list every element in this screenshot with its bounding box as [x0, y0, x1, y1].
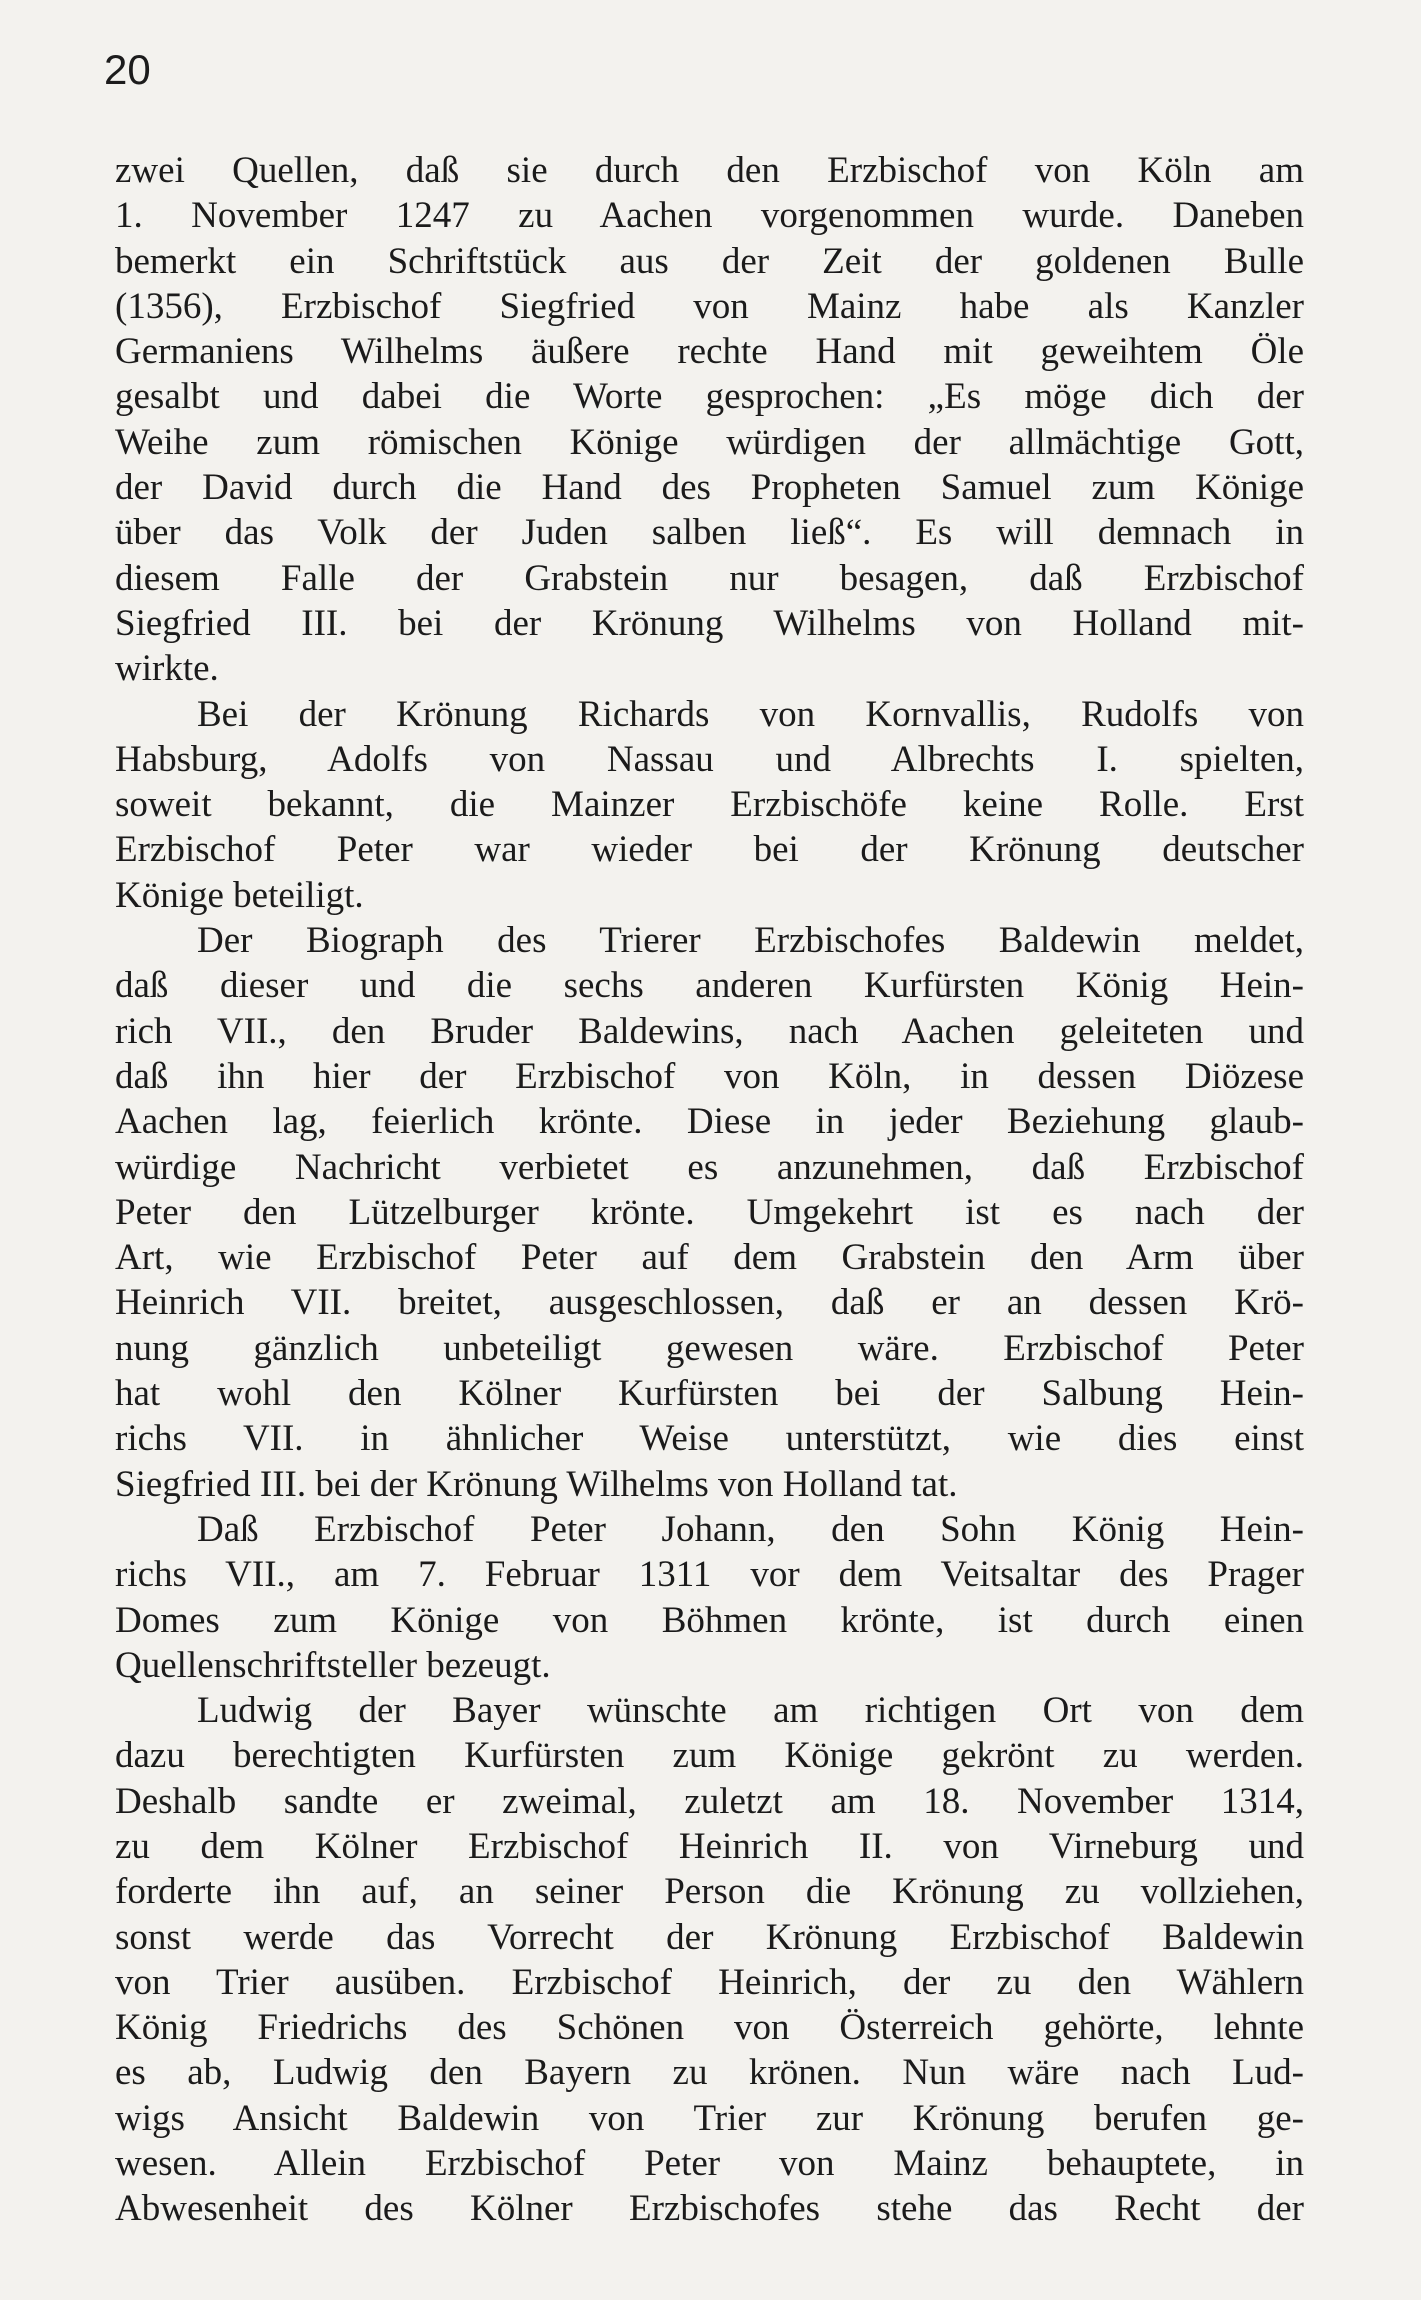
text-line: von Trier ausüben. Erzbischof Heinrich, der zu den Wählern [115, 1961, 1304, 2003]
text-line: gesalbt und dabei die Worte gesprochen: „Es möge dich der [115, 376, 1304, 418]
text-line: Habsburg, Adolfs von Nassau und Albrechts I. spielten, [115, 738, 1304, 780]
text-line: Siegfried III. bei der Krönung Wilhelms von Holland mit- [115, 602, 1304, 644]
text-line: wirkte. [115, 648, 219, 690]
text-line: Peter den Lützelburger krönte. Umgekehrt ist es nach der [115, 1191, 1304, 1233]
text-line: daß ihn hier der Erzbischof von Köln, in dessen Diözese [115, 1055, 1304, 1097]
text-line: hat wohl den Kölner Kurfürsten bei der Salbung Hein- [115, 1373, 1304, 1415]
text-line: zwei Quellen, daß sie durch den Erzbischof von Köln am [115, 150, 1304, 191]
text-line: zu dem Kölner Erzbischof Heinrich II. von Virneburg und [115, 1825, 1304, 1867]
text-line: Quellenschriftsteller bezeugt. [115, 1644, 551, 1686]
text-line: rich VII., den Bruder Baldewins, nach Aachen geleiteten und [115, 1010, 1304, 1052]
text-line: richs VII., am 7. Februar 1311 vor dem Veitsaltar des Prager [115, 1554, 1304, 1596]
text-line: soweit bekannt, die Mainzer Erzbischöfe keine Rolle. Erst [115, 784, 1304, 826]
text-line: Deshalb sandte er zweimal, zuletzt am 18. November 1314, [115, 1780, 1304, 1822]
text-line: Erzbischof Peter war wieder bei der Krönung deutscher [115, 829, 1304, 871]
body-text [115, 148, 1304, 2232]
text-line: Bei der Krönung Richards von Kornvallis, Rudolfs von [197, 693, 1304, 735]
text-line: bemerkt ein Schriftstück aus der Zeit der goldenen Bulle [115, 240, 1304, 282]
text-line: Siegfried III. bei der Krönung Wilhelms von Holland tat. [115, 1463, 958, 1505]
text-line: Der Biograph des Trierer Erzbischofes Baldewin meldet, [197, 920, 1304, 962]
text-line: Ludwig der Bayer wünschte am richtigen Ort von dem [197, 1690, 1304, 1732]
text-line: Weihe zum römischen Könige würdigen der allmächtige Gott, [115, 421, 1304, 463]
text-line: daß dieser und die sechs anderen Kurfürsten König Hein- [115, 965, 1304, 1007]
text-line: (1356), Erzbischof Siegfried von Mainz habe als Kanzler [115, 285, 1304, 327]
text-line: dazu berechtigten Kurfürsten zum Könige gekrönt zu werden. [115, 1735, 1304, 1777]
text-line: wigs Ansicht Baldewin von Trier zur Krönung berufen ge- [115, 2097, 1304, 2139]
text-line: diesem Falle der Grabstein nur besagen, daß Erzbischof [115, 557, 1304, 599]
page-number: 20 [104, 46, 151, 93]
text-line: es ab, Ludwig den Bayern zu krönen. Nun wäre nach Lud- [115, 2052, 1304, 2094]
text-line: Art, wie Erzbischof Peter auf dem Grabstein den Arm über [115, 1237, 1304, 1279]
text-line: forderte ihn auf, an seiner Person die Krönung zu vollziehen, [115, 1871, 1304, 1913]
text-line: Daß Erzbischof Peter Johann, den Sohn König Hein- [197, 1508, 1304, 1550]
text-line: über das Volk der Juden salben ließ“. Es will demnach in [115, 512, 1304, 554]
text-line: würdige Nachricht verbietet es anzunehmen, daß Erzbischof [115, 1146, 1304, 1188]
text-line: sonst werde das Vorrecht der Krönung Erzbischof Baldewin [115, 1916, 1304, 1958]
text-line: nung gänzlich unbeteiligt gewesen wäre. Erzbischof Peter [115, 1327, 1304, 1369]
text-line: König Friedrichs des Schönen von Österreich gehörte, lehnte [115, 2007, 1304, 2049]
text-line: der David durch die Hand des Propheten Samuel zum Könige [115, 467, 1304, 509]
text-line: 1. November 1247 zu Aachen vorgenommen wurde. Daneben [115, 195, 1304, 237]
text-line: richs VII. in ähnlicher Weise unterstützt, wie dies einst [115, 1418, 1304, 1460]
text-line: Aachen lag, feierlich krönte. Diese in jeder Beziehung glaub- [115, 1101, 1304, 1143]
text-line: Domes zum Könige von Böhmen krönte, ist durch einen [115, 1599, 1304, 1641]
text-line: Heinrich VII. breitet, ausgeschlossen, daß er an dessen Krö- [115, 1282, 1304, 1324]
text-line: wesen. Allein Erzbischof Peter von Mainz behauptete, in [115, 2143, 1304, 2185]
text-line: Germaniens Wilhelms äußere rechte Hand mit geweihtem Öle [115, 331, 1304, 373]
text-line: Abwesenheit des Kölner Erzbischofes stehe das Recht der [115, 2188, 1304, 2230]
text-line: Könige beteiligt. [115, 874, 364, 916]
